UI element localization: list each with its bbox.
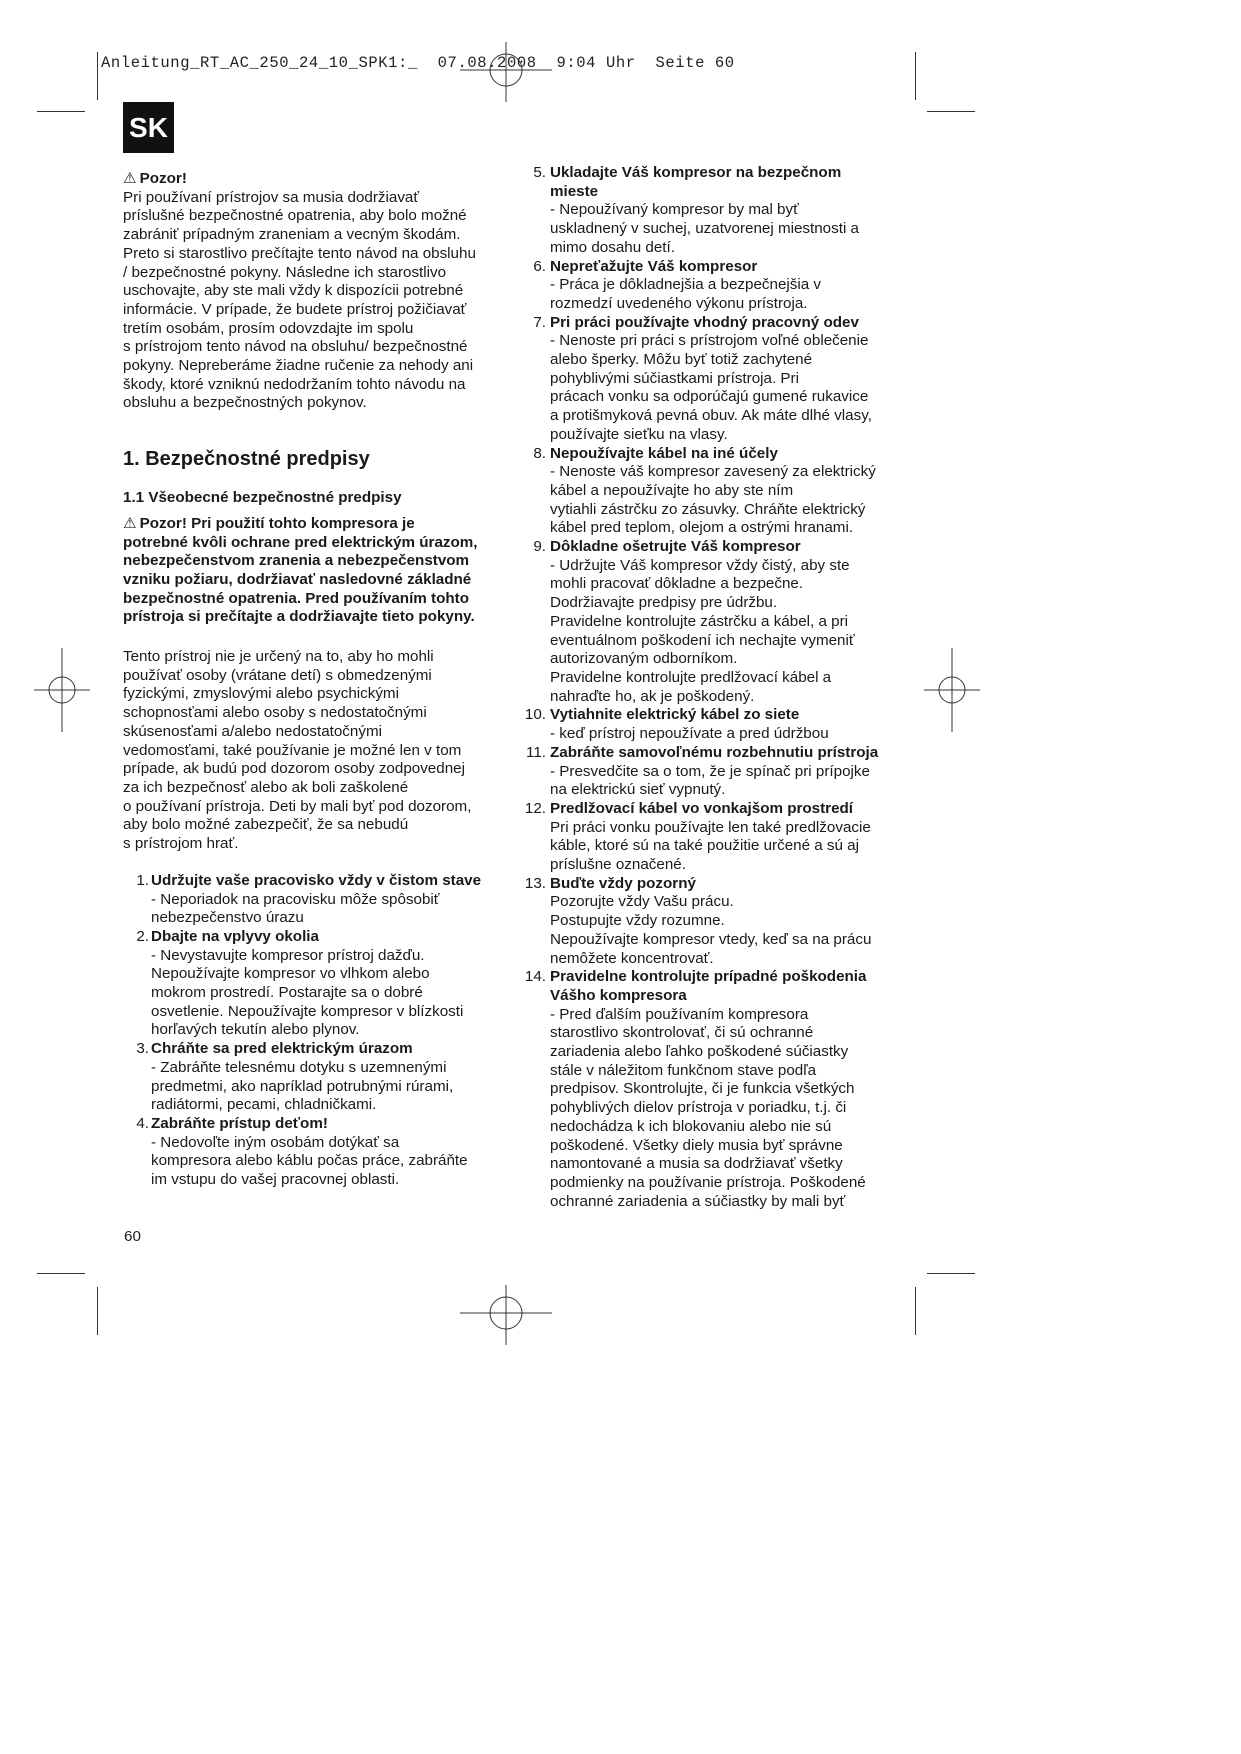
list-item-line: - Udržujte Váš kompresor vždy čistý, aby ste [550,556,850,574]
list-item-line: alebo šperky. Môžu byť totiž zachytené [550,351,813,369]
list-item-line: Nepoužívajte kompresor vtedy, keď sa na prácu [550,930,872,948]
warning-heading [123,170,503,189]
warning-text-line: pokyny. Nepreberáme žiadne ručenie za nehody ani [123,357,474,375]
list-item-line: eventuálnom poškodení ich nechajte vymeniť [550,631,855,649]
left-item-list [123,872,503,1190]
list-item-line: používajte sieťku na vlasy. [550,425,728,443]
list-item-line: Postupujte vždy rozumne. [550,912,725,930]
crop-mark [915,52,916,100]
bold-warning [123,515,503,627]
list-item-title: Nepoužívajte kábel na iné účely [550,444,778,462]
warning-text-line: / bezpečnostné pokyny. Následne ich starostlivo [123,263,447,281]
list-item [520,258,900,314]
list-item [520,538,900,706]
list-item-number: 12. [524,799,546,817]
crop-mark [97,52,98,100]
list-item-line: autorizovaným odborníkom. [550,650,738,668]
bold-warning-line: prístroja si prečítajte a dodržiavajte tieto pokyny. [123,608,475,626]
list-item-line: Pozorujte vždy Vašu prácu. [550,893,734,911]
list-item-line: uskladnený v suchej, uzatvorenej miestnosti a [550,220,859,238]
list-item-line: Pravidelne kontrolujte zástrčku a kábel, a pri [550,612,848,630]
list-item-number: 13. [524,874,546,892]
list-item-number: 3. [136,1040,149,1058]
list-item-line: namontované a musia sa dodržiavať všetky [550,1155,843,1173]
crop-mark [915,1287,916,1335]
list-item-title: Dbajte na vplyvy okolia [151,927,319,945]
list-item-line: predpisov. Skontrolujte, či je funkcia všetkých [550,1080,855,1098]
intro-paragraph [123,648,503,854]
list-item-line: Pravidelne kontrolujte predlžovací kábel a [550,668,832,686]
list-item-line: nedochádza k ich blokovaniu alebo nie sú [550,1117,832,1135]
paragraph-line: používať osoby (vrátane detí) s obmedzenými [123,666,432,684]
warning-triangle-icon: ⚠ [123,170,137,187]
list-item-line: - Nenoste pri práci s prístrojom voľné oblečenie [550,332,869,350]
list-item-number: 14. [524,968,546,986]
paragraph-line: za ich bezpečnosť alebo ak boli zaškolené [123,778,409,796]
list-item-line: - Nedovoľte iným osobám dotýkať sa [151,1133,400,1151]
list-item-line: stále v náležitom funkčnom stave podľa [550,1061,817,1079]
list-item-line: káble, ktoré sú na také použitie určené a sú aj [550,837,860,855]
list-item-number: 2. [136,927,149,945]
print-slug-header: Anleitung_RT_AC_250_24_10_SPK1:_ 07.08.2008 9:04 Uhr Seite 60 [101,54,735,72]
list-item-line: - Nepoužívaný kompresor by mal byť [550,201,799,219]
language-badge: SK [123,102,174,153]
list-item-title: Udržujte vaše pracovisko vždy v čistom stave [151,871,482,889]
paragraph-line: skúsenosťami a/alebo nedostatočnými [123,722,382,740]
crop-mark [927,111,975,112]
list-item-line: - Pred ďalším používaním kompresora [550,1005,809,1023]
list-item-title: Predlžovací kábel vo vonkajšom prostredí [550,799,854,817]
list-item [520,164,900,258]
list-item-line: - Nenoste váš kompresor zavesený za elektrický [550,463,876,481]
list-item-title: Buďte vždy pozorný [550,874,696,892]
list-item [520,744,900,800]
list-item-line: horľavých tekutín alebo plynov. [151,1021,360,1039]
list-item-title: Ukladajte Váš kompresor na bezpečnom [550,164,842,181]
warning-text-line: tretím osobám, prosím odovzdajte im spolu [123,319,414,337]
list-item-line: pohyblivých dielov prístroja v poriadku, t.j. či [550,1099,847,1117]
bold-warning-line [123,515,503,534]
bold-warning-line: potrebné kvôli ochrane pred elektrickým úrazom, [123,533,478,551]
list-item-title: Zabráňte samovoľnému rozbehnutiu prístroja [550,743,879,761]
list-item-title: Zabráňte prístup deťom! [151,1114,328,1132]
list-item [520,968,900,1211]
list-item-line: mimo dosahu detí. [550,238,675,256]
list-item-title: Pravidelne kontrolujte prípadné poškodenia [550,968,867,986]
list-item-line: na elektrickú sieť vypnutý. [550,781,726,799]
list-item-number: 1. [136,871,149,889]
list-item-line: kábel pred teplom, olejom a ostrými hranami. [550,519,854,537]
warning-text-line: Preto si starostlivo prečítajte tento návod na obsluhu [123,244,476,262]
list-item-title: Chráňte sa pred elektrickým úrazom [151,1040,413,1058]
paragraph-line: s prístrojom hrať. [123,835,239,853]
list-item-line: osvetlenie. Nepoužívajte kompresor v blízkosti [151,1002,464,1020]
bold-warning-line: bezpečnostné opatrenia. Pred používaním tohto [123,589,469,607]
paragraph-line: fyzickými, zmyslovými alebo psychickými [123,685,399,703]
list-item-line: ochranné zariadenia a súčiastky by mali byť [550,1192,846,1210]
registration-mark-icon [34,648,90,732]
paragraph-line: prípade, ak budú pod dozorom osoby zodpovednej [123,760,465,778]
crop-mark [37,1273,85,1274]
list-item-line: - Zabráňte telesnému dotyku s uzemnenými [151,1058,447,1076]
crop-mark [927,1273,975,1274]
warning-text-line: uschovajte, aby ste mali vždy k dispozícii potrebné [123,282,464,300]
page-number: 60 [124,1228,141,1245]
paragraph-line: aby bolo možné zabezpečiť, že sa nebudú [123,816,409,834]
crop-mark [37,111,85,112]
list-item-line: nebezpečenstvo úrazu [151,909,304,927]
list-item-line: mohli pracovať dôkladne a bezpečne. [550,575,804,593]
list-item-number: 4. [136,1114,149,1132]
list-item-line: Dodržiavajte predpisy pre údržbu. [550,594,778,612]
list-item-line: predmetmi, ako napríklad potrubnými rúrami, [151,1077,454,1095]
list-item-line: a protišmyková pevná obuv. Ak máte dlhé vlasy, [550,407,872,425]
paragraph-line: vedomosťami, také používanie je možné len v tom [123,741,462,759]
list-item-title: Nepreťažujte Váš kompresor [550,257,758,275]
warning-text-line: Pri používaní prístrojov sa musia dodržiavať [123,188,420,206]
list-item-line: - Neporiadok na pracovisku môže spôsobiť [151,890,440,908]
list-item [123,872,503,928]
list-item-line: kompresora alebo káblu počas práce, zabráňte [151,1152,468,1170]
subsection-heading: 1.1 Všeobecné bezpečnostné predpisy [123,489,402,507]
list-item-number: 6. [533,257,546,275]
list-item-title: Vášho kompresora [550,986,687,1004]
list-item-line: príslušne označené. [550,856,686,874]
list-item-title: Pri práci používajte vhodný pracovný odev [550,313,859,331]
list-item-line: rozmedzí uvedeného výkonu prístroja. [550,294,808,312]
list-item [520,706,900,743]
list-item-line: kábel a nepoužívajte ho aby ste ním [550,481,794,499]
bold-warning-line: vzniku požiaru, dodržiavať nasledovné základné [123,570,472,588]
registration-mark-icon [460,1285,552,1345]
list-item-line: prácach vonku sa odporúčajú gumené rukavice [550,388,869,406]
list-item-line: poškodené. Všetky diely musia byť správne [550,1136,843,1154]
registration-mark-icon [924,648,980,732]
list-item-line: - keď prístroj nepoužívate a pred údržbou [550,725,829,743]
section-heading: 1. Bezpečnostné predpisy [123,448,370,471]
list-item-number: 10. [524,706,546,724]
warning-triangle-icon: ⚠ [123,514,137,532]
warning-text-line: informácie. V prípade, že budete prístroj požičiavať [123,300,467,318]
list-item-line: vytiahli zástrčku zo zásuvky. Chráňte elektrický [550,500,866,518]
list-item-line: mokrom prostredí. Postarajte sa o dobré [151,984,423,1002]
list-item-line: nahraďte ho, ak je poškodený. [550,687,755,705]
list-item-number: 5. [533,164,546,181]
list-item-line: - Práca je dôkladnejšia a bezpečnejšia v [550,276,822,294]
right-item-list [520,164,900,1211]
list-item [520,875,900,969]
list-item-line: radiátormi, pecami, chladničkami. [151,1096,377,1114]
list-item-line: Nepoužívajte kompresor vo vlhkom alebo [151,965,430,983]
paragraph-line: o používaní prístroja. Deti by mali byť pod dozorom, [123,797,472,815]
registration-mark-icon [460,42,552,102]
paragraph-line: schopnosťami alebo osoby s nedostatočnými [123,704,427,722]
warning-text [123,189,503,413]
list-item-line: starostlivo skontrolovať, či sú ochranné [550,1024,814,1042]
list-item-line: im vstupu do vašej pracovnej oblasti. [151,1171,400,1189]
list-item [123,1115,503,1190]
list-item [520,445,900,539]
list-item-line: Pri práci vonku používajte len také predlžovacie [550,818,871,836]
list-item-line: podmienky na používanie prístroja. Poškodené [550,1173,866,1191]
list-item [123,1040,503,1115]
warning-text-line: príslušné bezpečnostné opatrenia, aby bolo možné [123,207,467,225]
left-column [123,170,503,1190]
warning-text-line: zabrániť prípadným zraneniam a vecným škodám. [123,226,461,244]
list-item-line: zariadenia alebo ľahko poškodené súčiastky [550,1043,849,1061]
list-item [520,800,900,875]
crop-mark [97,1287,98,1335]
list-item [520,314,900,445]
list-item-number: 11. [526,743,546,761]
list-item-title: Vytiahnite elektrický kábel zo siete [550,706,800,724]
bold-warning-text: Pozor! Pri použití tohto kompresora je [139,514,415,532]
paragraph-line: Tento prístroj nie je určený na to, aby ho mohli [123,648,434,666]
list-item-line: pohyblivými súčiastkami prístroja. Pri [550,369,799,387]
list-item-title: mieste [550,182,599,200]
list-item-line: - Presvedčite sa o tom, že je spínač pri prípojke [550,762,870,780]
right-column [520,164,900,1211]
warning-title: Pozor! [139,170,187,187]
list-item-title: Dôkladne ošetrujte Váš kompresor [550,538,801,556]
warning-text-line: obsluhu a bezpečnostných pokynov. [123,394,367,412]
warning-text-line: s prístrojom tento návod na obsluhu/ bezpečnostné [123,338,468,356]
bold-warning-line: nebezpečenstvom zranenia a nebezpečenstvom [123,552,470,570]
list-item [123,928,503,1040]
list-item-number: 8. [533,444,546,462]
list-item-line: - Nevystavujte kompresor prístroj dažďu. [151,946,425,964]
list-item-number: 9. [533,538,546,556]
list-item-number: 7. [533,313,546,331]
warning-text-line: škody, ktoré vzniknú nedodržaním tohto návodu na [123,375,466,393]
list-item-line: nemôžete koncentrovať. [550,949,714,967]
